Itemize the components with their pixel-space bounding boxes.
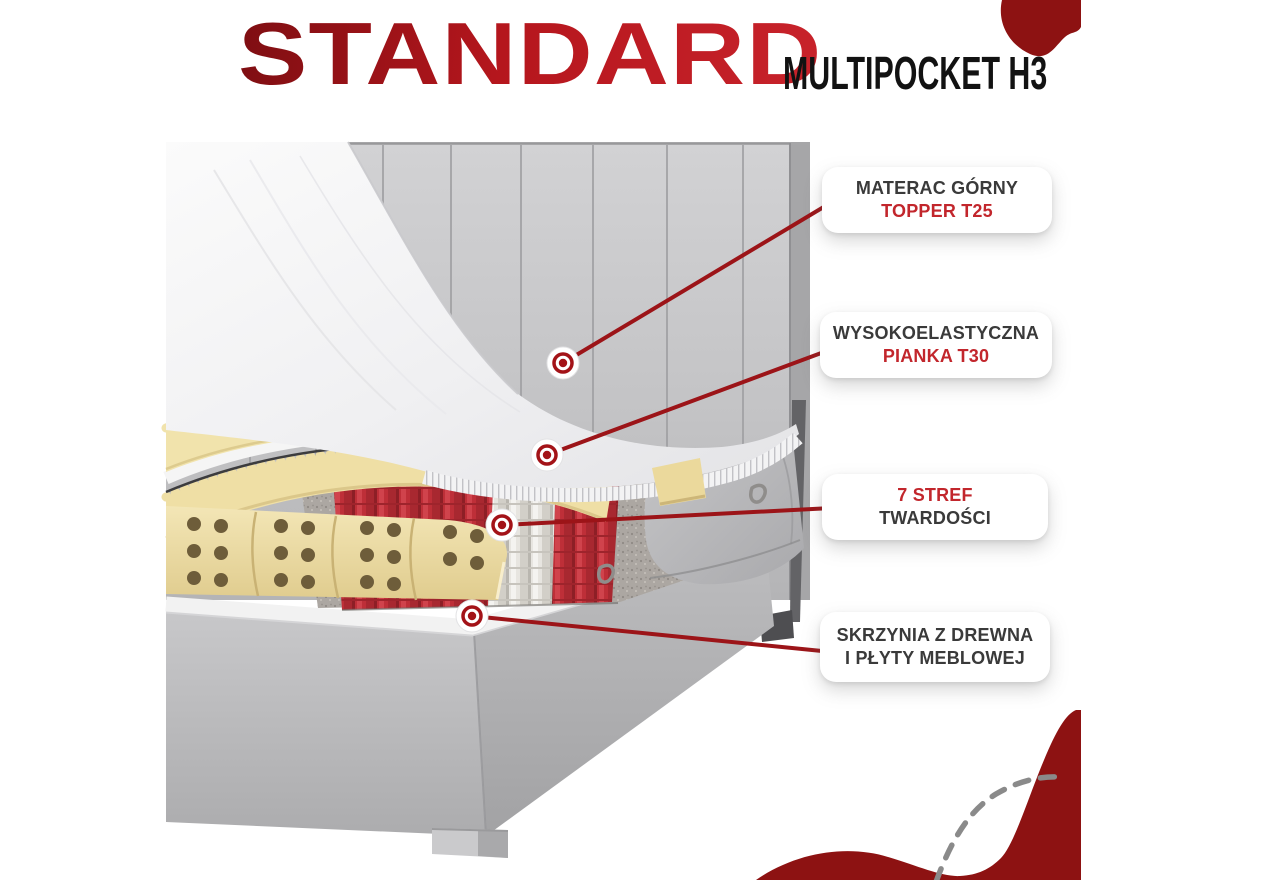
callout-line: WYSOKOELASTYCZNA	[832, 323, 1040, 343]
bottom-right-blob	[756, 710, 1081, 880]
callout-line: 7 STREF	[897, 485, 973, 505]
callout-foam	[820, 312, 1052, 378]
marker-topper	[547, 347, 579, 379]
callout-storage-box	[820, 612, 1050, 682]
marker-springs	[486, 509, 518, 541]
callout-line: PIANKA T30	[882, 346, 990, 366]
callout-topper	[822, 167, 1052, 233]
callout-line: TWARDOŚCI	[879, 508, 991, 528]
callout-line: TOPPER T25	[881, 201, 993, 221]
callout-hardness-zones	[822, 474, 1048, 540]
callout-line: SKRZYNIA Z DREWNA	[836, 625, 1034, 645]
marker-foam	[531, 439, 563, 471]
marker-box	[456, 600, 488, 632]
callout-line: MATERAC GÓRNY	[855, 178, 1019, 198]
callout-line: I PŁYTY MEBLOWEJ	[845, 648, 1025, 668]
base-front-face	[166, 610, 486, 836]
page-title-sub: MULTIPOCKET H3	[783, 47, 1048, 99]
page-title-main: STANDARD	[238, 4, 823, 103]
